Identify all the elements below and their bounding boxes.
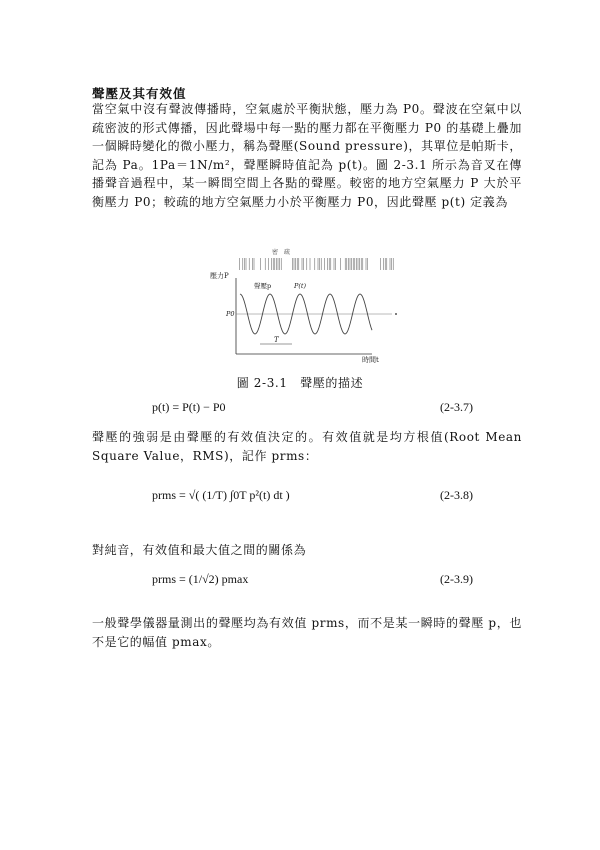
x-axis-label: 時間t (362, 356, 379, 364)
equation-2-3-7: p(t) = P(t) − P0 (152, 400, 226, 414)
equation-number-2-3-9: (2-3.9) (440, 572, 473, 586)
end-dot (395, 313, 397, 315)
paragraph-intro: 當空氣中沒有聲波傳播時，空氣處於平衡狀態，壓力為 P0。聲波在空氣中以疏密波的形式傳播，因此聲場中每一點的壓力都在平衡壓力 P0 的基礎上疊加一個瞬時變化的微小壓力，稱為聲壓(Sound pressure)，其單位是帕斯卡，記為 Pa。1Pa＝1N/m²，聲壓瞬時值記為 p(t)。圖 2-3.1 所示為音叉在傳播聲音過程中，某一瞬間空間上各點的聲壓。較密的地方空氣壓力 P 大於平衡壓力 P0；較疏的地方空氣壓力小於平衡壓力 P0，因此聲壓 p(t) 定義為 (92, 102, 522, 209)
baseline-label: P0 (226, 310, 235, 318)
sound-pressure-label: 聲壓p (254, 282, 272, 290)
band-label: 密 疏 (272, 249, 291, 256)
equation-number-2-3-8: (2-3.8) (440, 488, 473, 502)
equation-2-3-8: prms = √( (1/T) ∫0T p²(t) dt ) (152, 488, 290, 502)
y-axis-label: 壓力P (210, 272, 229, 280)
equation-2-3-9: prms = (1/√2) pmax (152, 572, 249, 586)
paragraph-rms: 聲壓的強弱是由聲壓的有效值決定的。有效值就是均方根值(Root Mean Square Value，RMS)，記作 prms： (92, 430, 522, 463)
period-label: T (274, 336, 279, 344)
sound-pressure-figure (210, 249, 412, 366)
compression-band (240, 258, 394, 270)
section-heading: 聲壓及其有效值 (92, 86, 187, 101)
curve-label: P(t) (294, 282, 307, 290)
paragraph-instruments: 一般聲學儀器量測出的聲壓均為有效值 prms，而不是某一瞬時的聲壓 p，也不是它的幅值 pmax。 (92, 616, 522, 649)
figure-caption: 圖 2-3.1 聲壓的描述 (236, 376, 364, 390)
equation-number-2-3-7: (2-3.7) (440, 400, 473, 414)
paragraph-pure-tone: 對純音，有效值和最大值之間的關係為 (92, 543, 307, 557)
